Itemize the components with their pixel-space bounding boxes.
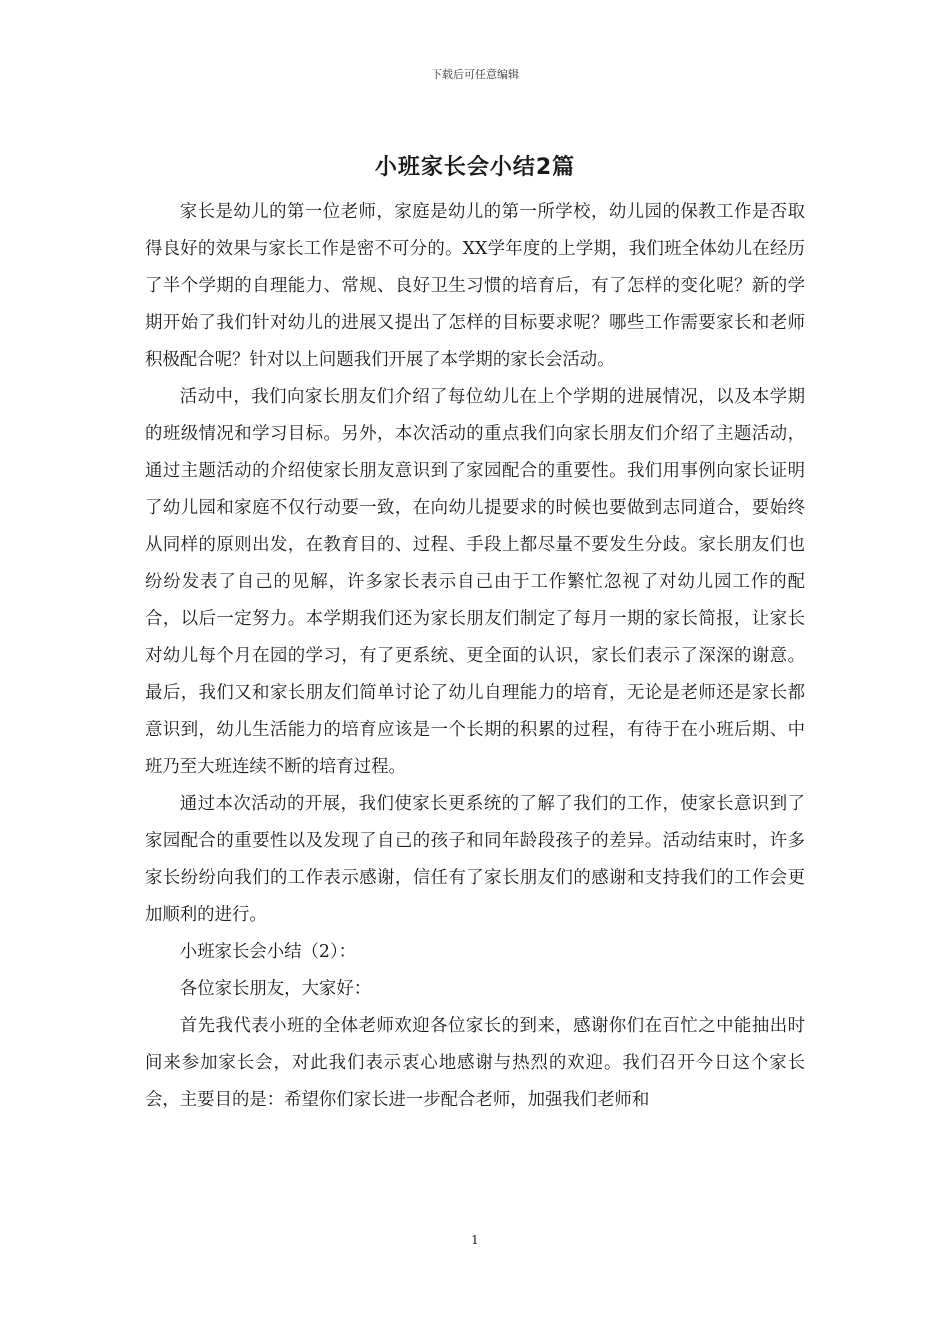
- header-note: 下载后可任意编辑: [431, 68, 519, 81]
- paragraph: 活动中，我们向家长朋友们介绍了每位幼儿在上个学期的进展情况，以及本学期的班级情况和学习目标。另外，本次活动的重点我们向家长朋友们介绍了主题活动，通过主题活动的介绍使家长朋友意识到了家园配合的重要性。我们用事例向家长证明了幼儿园和家庭不仅行动要一致，在向幼儿提要求的时候也要做到志同道合，要始终从同样的原则出发，在教育目的、过程、手段上都尽量不要发生分歧。家长朋友们也纷纷发表了自己的见解，许多家长表示自己由于工作繁忙忽视了对幼儿园工作的配合，以后一定努力。本学期我们还为家长朋友们制定了每月一期的家长简报，让家长对幼儿每个月在园的学习，有了更系统、更全面的认识，家长们表示了深深的谢意。最后，我们又和家长朋友们简单讨论了幼儿自理能力的培育，无论是老师还是家长都意识到，幼儿生活能力的培育应该是一个长期的积累的过程，有待于在小班后期、中班乃至大班连续不断的培育过程。: [145, 387, 805, 777]
- paragraph: 各位家长朋友，大家好：: [179, 979, 372, 999]
- page-number: 1: [471, 1233, 479, 1247]
- paragraph: 家长是幼儿的第一位老师，家庭是幼儿的第一所学校，幼儿园的保教工作是否取得良好的效果与家长工作是密不可分的。XX学年度的上学期，我们班全体幼儿在经历了半个学期的自理能力、常规、良好卫生习惯的培育后，有了怎样的变化呢？新的学期开始了我们针对幼儿的进展又提出了怎样的目标要求呢？哪些工作需要家长和老师积极配合呢？针对以上问题我们开展了本学期的家长会活动。: [145, 202, 805, 370]
- paragraph: 通过本次活动的开展，我们使家长更系统的了解了我们的工作，使家长意识到了家园配合的重要性以及发现了自己的孩子和同年龄段孩子的差异。活动结束时，许多家长纷纷向我们的工作表示感谢，信任有了家长朋友们的感谢和支持我们的工作会更加顺利的进行。: [145, 794, 805, 925]
- document-title: 小班家长会小结2篇: [374, 155, 576, 180]
- paragraph: 首先我代表小班的全体老师欢迎各位家长的到来，感谢你们在百忙之中能抽出时间来参加家长会，对此我们表示衷心地感谢与热烈的欢迎。我们召开今日这个家长会，主要目的是：希望你们家长进一步配合老师，加强我们老师和: [145, 1016, 805, 1110]
- paragraph: 小班家长会小结（2）：: [179, 942, 357, 962]
- document-body: [145, 194, 805, 1119]
